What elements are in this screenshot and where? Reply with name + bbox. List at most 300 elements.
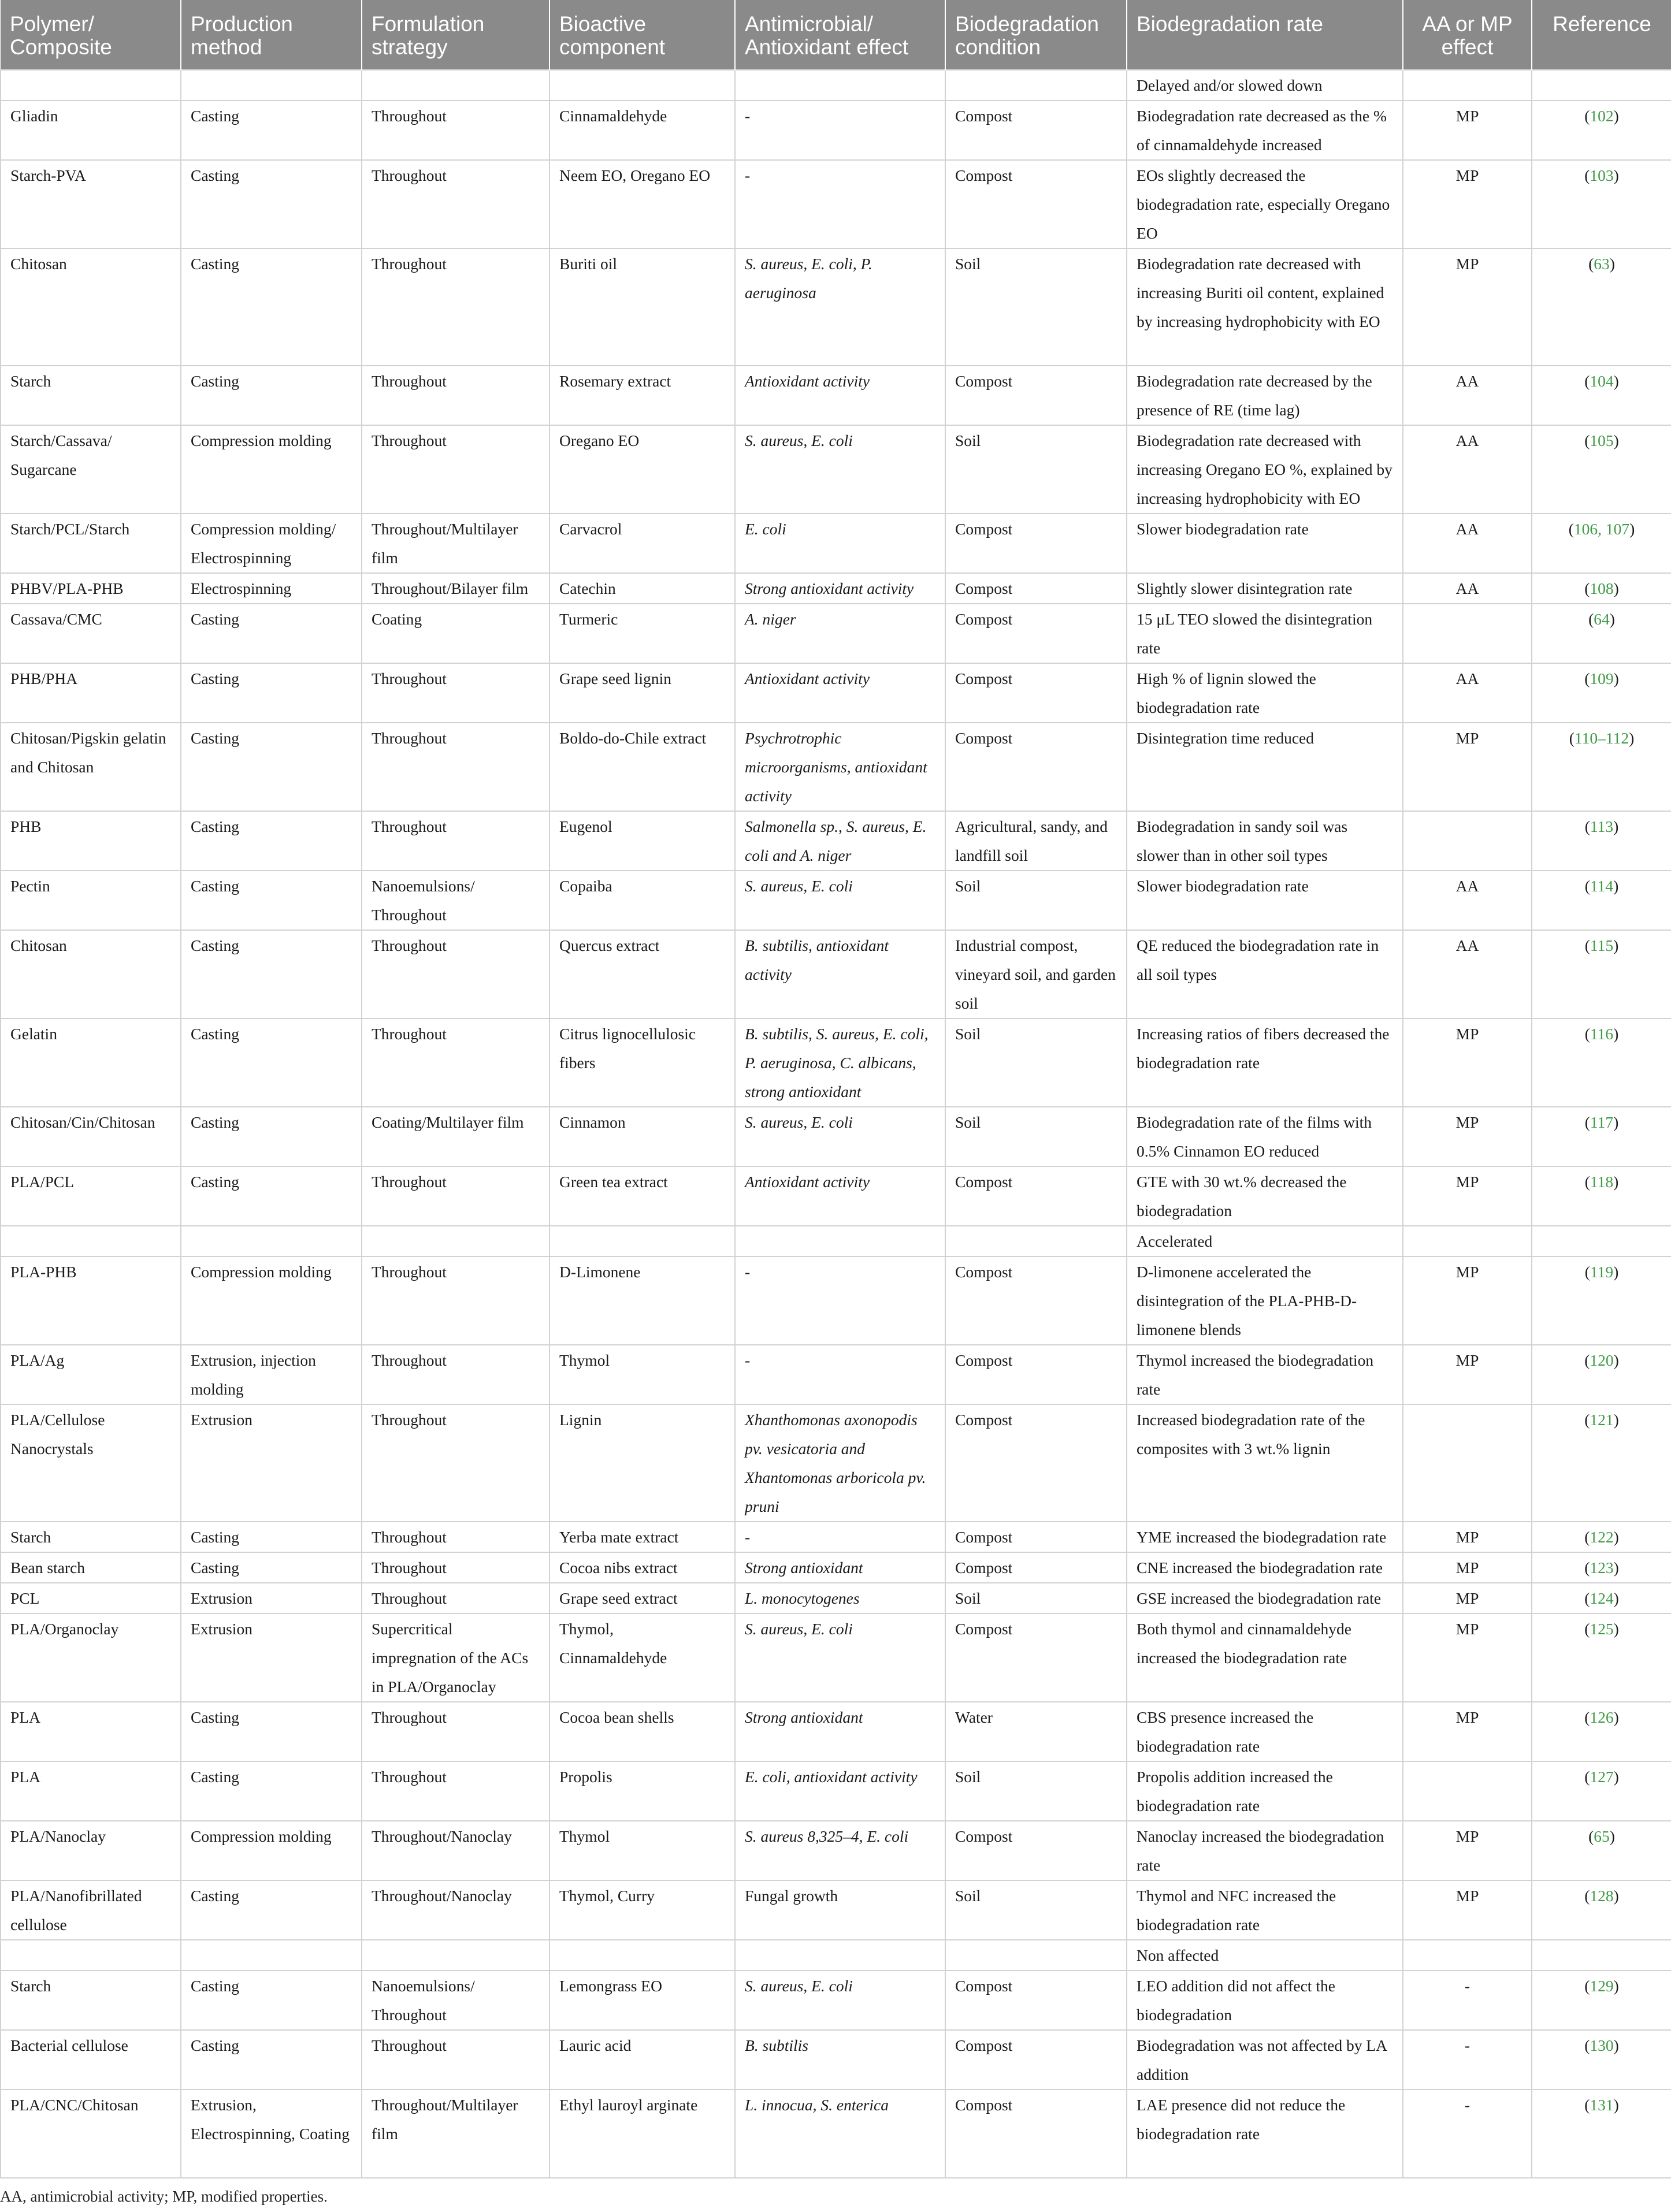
cell-formulation-strategy: Supercritical impregnation of the ACs in PLA/Organoclay — [362, 1614, 549, 1702]
cell-biodegradation-condition: Compost — [945, 1614, 1127, 1702]
cell-production-method: Casting — [181, 248, 362, 366]
cell-formulation-strategy: Throughout/Multilayer film — [362, 514, 549, 573]
cell-aa-mp-effect — [1403, 811, 1532, 871]
cell-effect: S. aureus, E. coli, P. aeruginosa — [735, 248, 945, 366]
cell-biodegradation-rate: Biodegradation rate decreased with increasing Oregano EO %, explained by increasing hydrophobicity with EO — [1127, 425, 1403, 514]
cell-formulation-strategy: Coating — [362, 604, 549, 663]
cell-reference: (109) — [1532, 663, 1671, 723]
cell-biodegradation-rate: Increased biodegradation rate of the composites with 3 wt.% lignin — [1127, 1404, 1403, 1522]
cell-formulation-strategy: Throughout — [362, 425, 549, 514]
cell-production-method: Casting — [181, 160, 362, 248]
table-footnote: AA, antimicrobial activity; MP, modified properties. — [0, 2188, 328, 2205]
cell-aa-mp-effect: MP — [1403, 1107, 1532, 1166]
cell-biodegradation-rate: CBS presence increased the biodegradation rate — [1127, 1702, 1403, 1761]
cell-biodegradation-rate: Delayed and/or slowed down — [1127, 70, 1403, 101]
cell-formulation-strategy: Throughout — [362, 1702, 549, 1761]
cell-reference — [1532, 1226, 1671, 1256]
cell-polymer: Starch-PVA — [1, 160, 181, 248]
cell-biodegradation-condition: Soil — [945, 248, 1127, 366]
cell-polymer: Chitosan/Cin/Chitosan — [1, 1107, 181, 1166]
cell-bioactive-component: Quercus extract — [549, 930, 735, 1018]
cell-polymer: PLA/Organoclay — [1, 1614, 181, 1702]
cell-production-method: Extrusion, injection molding — [181, 1345, 362, 1404]
reference-link[interactable]: 110–112 — [1574, 729, 1629, 747]
cell-bioactive-component: Neem EO, Oregano EO — [549, 160, 735, 248]
reference-link[interactable]: 125 — [1590, 1620, 1614, 1638]
cell-biodegradation-rate: Increasing ratios of fibers decreased the biodegradation rate — [1127, 1018, 1403, 1107]
cell-bioactive-component: Thymol, Curry — [549, 1880, 735, 1940]
cell-biodegradation-rate: Accelerated — [1127, 1226, 1403, 1256]
table-row — [1, 366, 1671, 425]
cell-effect: S. aureus, E. coli — [735, 1971, 945, 2030]
cell-aa-mp-effect — [1403, 70, 1532, 101]
cell-polymer: PLA — [1, 1761, 181, 1821]
cell-biodegradation-condition: Compost — [945, 160, 1127, 248]
cell-reference: (120) — [1532, 1345, 1671, 1404]
cell-reference: (108) — [1532, 573, 1671, 604]
cell-formulation-strategy: Throughout — [362, 811, 549, 871]
cell-polymer: PHBV/PLA-PHB — [1, 573, 181, 604]
reference-link[interactable]: 103 — [1590, 166, 1614, 184]
cell-bioactive-component: Thymol, Cinnamaldehyde — [549, 1614, 735, 1702]
cell-production-method: Casting — [181, 604, 362, 663]
table-row — [1, 425, 1671, 514]
cell-bioactive-component: Turmeric — [549, 604, 735, 663]
cell-aa-mp-effect: - — [1403, 1971, 1532, 2030]
cell-reference: (119) — [1532, 1256, 1671, 1345]
cell-bioactive-component: Copaiba — [549, 871, 735, 930]
cell-polymer: Starch — [1, 1971, 181, 2030]
cell-production-method: Extrusion — [181, 1404, 362, 1522]
cell-production-method: Casting — [181, 1880, 362, 1940]
cell-effect: E. coli, antioxidant activity — [735, 1761, 945, 1821]
reference-link[interactable]: 102 — [1590, 107, 1614, 125]
cell-biodegradation-condition: Industrial compost, vineyard soil, and garden soil — [945, 930, 1127, 1018]
cell-formulation-strategy: Throughout — [362, 2030, 549, 2090]
reference-link[interactable]: 131 — [1590, 2096, 1614, 2114]
cell-effect: B. subtilis — [735, 2030, 945, 2090]
header-reference: Reference — [1532, 0, 1671, 70]
cell-production-method: Compression molding — [181, 1821, 362, 1880]
cell-effect: S. aureus, E. coli — [735, 1614, 945, 1702]
cell-polymer: Starch — [1, 1522, 181, 1552]
cell-biodegradation-condition: Compost — [945, 1256, 1127, 1345]
cell-formulation-strategy: Nanoemulsions/ Throughout — [362, 871, 549, 930]
cell-bioactive-component: Rosemary extract — [549, 366, 735, 425]
cell-formulation-strategy — [362, 70, 549, 101]
cell-polymer: PCL — [1, 1583, 181, 1614]
cell-biodegradation-rate: LAE presence did not reduce the biodegradation rate — [1127, 2090, 1403, 2178]
cell-biodegradation-condition: Compost — [945, 1971, 1127, 2030]
cell-aa-mp-effect: AA — [1403, 573, 1532, 604]
cell-reference: (122) — [1532, 1522, 1671, 1552]
header-biodegradation-rate: Biodegradation rate — [1127, 0, 1403, 70]
cell-polymer: Starch/Cassava/ Sugarcane — [1, 425, 181, 514]
cell-production-method: Casting — [181, 723, 362, 811]
cell-biodegradation-condition: Compost — [945, 663, 1127, 723]
table-group-row — [1, 70, 1671, 101]
cell-aa-mp-effect: AA — [1403, 514, 1532, 573]
cell-polymer: PHB — [1, 811, 181, 871]
cell-reference: (116) — [1532, 1018, 1671, 1107]
cell-production-method: Compression molding — [181, 425, 362, 514]
cell-bioactive-component: Buriti oil — [549, 248, 735, 366]
cell-effect: Strong antioxidant — [735, 1702, 945, 1761]
table-row — [1, 811, 1671, 871]
cell-biodegradation-rate: Biodegradation rate decreased with increasing Buriti oil content, explained by increasing hydrophobicity with EO — [1127, 248, 1403, 366]
cell-effect: E. coli — [735, 514, 945, 573]
cell-production-method: Casting — [181, 2030, 362, 2090]
cell-aa-mp-effect — [1403, 1761, 1532, 1821]
cell-reference: (104) — [1532, 366, 1671, 425]
cell-polymer: Chitosan — [1, 248, 181, 366]
cell-production-method: Casting — [181, 811, 362, 871]
cell-bioactive-component: Oregano EO — [549, 425, 735, 514]
cell-production-method: Casting — [181, 1166, 362, 1226]
cell-polymer: PLA/Cellulose Nanocrystals — [1, 1404, 181, 1522]
table-row — [1, 248, 1671, 366]
cell-formulation-strategy: Throughout/Nanoclay — [362, 1880, 549, 1940]
cell-polymer: PLA/CNC/Chitosan — [1, 2090, 181, 2178]
reference-link[interactable]: 119 — [1590, 1263, 1614, 1281]
cell-aa-mp-effect: MP — [1403, 1522, 1532, 1552]
cell-biodegradation-rate: 15 μL TEO slowed the disintegration rate — [1127, 604, 1403, 663]
table-row — [1, 1552, 1671, 1583]
reference-link[interactable]: 114 — [1590, 877, 1614, 895]
reference-link[interactable]: 104 — [1590, 372, 1614, 390]
cell-reference — [1532, 70, 1671, 101]
cell-production-method: Electrospinning — [181, 573, 362, 604]
cell-effect: Antioxidant activity — [735, 366, 945, 425]
cell-bioactive-component: Grape seed extract — [549, 1583, 735, 1614]
cell-biodegradation-condition: Soil — [945, 1583, 1127, 1614]
table-row — [1, 871, 1671, 930]
cell-polymer: Gliadin — [1, 101, 181, 160]
cell-bioactive-component: Citrus lignocellulosic fibers — [549, 1018, 735, 1107]
reference-link[interactable]: 106, 107 — [1573, 520, 1630, 538]
cell-polymer: PLA/Nanoclay — [1, 1821, 181, 1880]
cell-biodegradation-condition: Compost — [945, 1522, 1127, 1552]
cell-formulation-strategy: Throughout — [362, 1552, 549, 1583]
cell-reference: (131) — [1532, 2090, 1671, 2178]
header-row — [1, 0, 1671, 70]
cell-biodegradation-rate: High % of lignin slowed the biodegradation rate — [1127, 663, 1403, 723]
cell-bioactive-component: Cocoa bean shells — [549, 1702, 735, 1761]
cell-bioactive-component: Ethyl lauroyl arginate — [549, 2090, 735, 2178]
cell-biodegradation-rate: Biodegradation rate decreased as the % of cinnamaldehyde increased — [1127, 101, 1403, 160]
cell-biodegradation-rate: Propolis addition increased the biodegradation rate — [1127, 1761, 1403, 1821]
cell-effect: - — [735, 160, 945, 248]
cell-bioactive-component: Thymol — [549, 1345, 735, 1404]
cell-bioactive-component: Propolis — [549, 1761, 735, 1821]
cell-production-method — [181, 1940, 362, 1971]
cell-polymer: PLA/Nanofibrillated cellulose — [1, 1880, 181, 1940]
cell-polymer: PLA-PHB — [1, 1256, 181, 1345]
cell-production-method: Casting — [181, 871, 362, 930]
cell-aa-mp-effect: MP — [1403, 1880, 1532, 1940]
cell-biodegradation-condition: Compost — [945, 723, 1127, 811]
table-row — [1, 1761, 1671, 1821]
cell-biodegradation-rate: QE reduced the biodegradation rate in all soil types — [1127, 930, 1403, 1018]
cell-biodegradation-condition: Compost — [945, 366, 1127, 425]
table-row — [1, 1583, 1671, 1614]
reference-link[interactable]: 124 — [1590, 1589, 1614, 1607]
reference-link[interactable]: 117 — [1590, 1113, 1614, 1131]
cell-biodegradation-condition: Compost — [945, 1166, 1127, 1226]
cell-bioactive-component: Cocoa nibs extract — [549, 1552, 735, 1583]
cell-reference: (123) — [1532, 1552, 1671, 1583]
cell-effect: - — [735, 1256, 945, 1345]
cell-biodegradation-condition: Compost — [945, 2090, 1127, 2178]
header-biodegradation-condition: Biodegradation condition — [945, 0, 1127, 70]
cell-aa-mp-effect — [1403, 1404, 1532, 1522]
cell-bioactive-component — [549, 1940, 735, 1971]
cell-aa-mp-effect: MP — [1403, 1583, 1532, 1614]
reference-link[interactable]: 113 — [1590, 817, 1614, 835]
cell-reference: (64) — [1532, 604, 1671, 663]
reference-link[interactable]: 123 — [1590, 1559, 1614, 1577]
cell-production-method — [181, 1226, 362, 1256]
cell-formulation-strategy: Throughout — [362, 1256, 549, 1345]
reference-link[interactable]: 65 — [1594, 1827, 1610, 1845]
cell-biodegradation-condition: Soil — [945, 871, 1127, 930]
cell-aa-mp-effect: AA — [1403, 366, 1532, 425]
cell-formulation-strategy: Throughout/Bilayer film — [362, 573, 549, 604]
cell-formulation-strategy: Throughout/Nanoclay — [362, 1821, 549, 1880]
reference-link[interactable]: 109 — [1590, 670, 1614, 687]
cell-bioactive-component: Lauric acid — [549, 2030, 735, 2090]
reference-link[interactable]: 64 — [1594, 610, 1610, 628]
table-row — [1, 2030, 1671, 2090]
cell-aa-mp-effect: MP — [1403, 1614, 1532, 1702]
table-row — [1, 2090, 1671, 2178]
cell-biodegradation-rate: Both thymol and cinnamaldehyde increased the biodegradation rate — [1127, 1614, 1403, 1702]
cell-reference: (110–112) — [1532, 723, 1671, 811]
cell-effect: Xhanthomonas axonopodis pv. vesicatoria and Xhantomonas arboricola pv. pruni — [735, 1404, 945, 1522]
cell-aa-mp-effect: MP — [1403, 160, 1532, 248]
table-row — [1, 1522, 1671, 1552]
cell-effect: L. innocua, S. enterica — [735, 2090, 945, 2178]
cell-biodegradation-rate: D-limonene accelerated the disintegration of the PLA-PHB-D-limonene blends — [1127, 1256, 1403, 1345]
cell-formulation-strategy: Throughout — [362, 101, 549, 160]
cell-biodegradation-rate: Slower biodegradation rate — [1127, 871, 1403, 930]
table-row — [1, 1614, 1671, 1702]
cell-bioactive-component: Cinnamaldehyde — [549, 101, 735, 160]
cell-biodegradation-rate: LEO addition did not affect the biodegradation — [1127, 1971, 1403, 2030]
cell-biodegradation-condition: Compost — [945, 2030, 1127, 2090]
cell-aa-mp-effect: MP — [1403, 1256, 1532, 1345]
reference-link[interactable]: 116 — [1590, 1025, 1614, 1043]
cell-bioactive-component: Green tea extract — [549, 1166, 735, 1226]
cell-formulation-strategy: Throughout — [362, 366, 549, 425]
cell-reference: (130) — [1532, 2030, 1671, 2090]
cell-polymer — [1, 1226, 181, 1256]
cell-reference: (125) — [1532, 1614, 1671, 1702]
cell-biodegradation-condition: Soil — [945, 1107, 1127, 1166]
reference-link[interactable]: 126 — [1590, 1708, 1614, 1726]
cell-effect: - — [735, 101, 945, 160]
cell-effect: S. aureus, E. coli — [735, 871, 945, 930]
cell-bioactive-component: Eugenol — [549, 811, 735, 871]
cell-aa-mp-effect — [1403, 1940, 1532, 1971]
cell-reference: (129) — [1532, 1971, 1671, 2030]
header-bioactive-component: Bioactive component — [549, 0, 735, 70]
cell-bioactive-component: Thymol — [549, 1821, 735, 1880]
cell-polymer: PLA — [1, 1702, 181, 1761]
cell-formulation-strategy: Nanoemulsions/ Throughout — [362, 1971, 549, 2030]
cell-reference: (126) — [1532, 1702, 1671, 1761]
cell-bioactive-component: Lemongrass EO — [549, 1971, 735, 2030]
cell-biodegradation-rate: Biodegradation was not affected by LA addition — [1127, 2030, 1403, 2090]
cell-production-method: Casting — [181, 1761, 362, 1821]
cell-aa-mp-effect: MP — [1403, 101, 1532, 160]
cell-effect: B. subtilis, antioxidant activity — [735, 930, 945, 1018]
cell-biodegradation-condition: Compost — [945, 604, 1127, 663]
cell-polymer: Starch — [1, 366, 181, 425]
header-production-method: Production method — [181, 0, 362, 70]
table-body — [1, 70, 1671, 2178]
cell-reference: (115) — [1532, 930, 1671, 1018]
cell-aa-mp-effect: MP — [1403, 1166, 1532, 1226]
cell-biodegradation-rate: Thymol increased the biodegradation rate — [1127, 1345, 1403, 1404]
cell-reference: (106, 107) — [1532, 514, 1671, 573]
cell-biodegradation-rate: YME increased the biodegradation rate — [1127, 1522, 1403, 1552]
cell-biodegradation-condition — [945, 70, 1127, 101]
cell-reference: (127) — [1532, 1761, 1671, 1821]
cell-biodegradation-rate: GSE increased the biodegradation rate — [1127, 1583, 1403, 1614]
cell-formulation-strategy: Throughout/Multilayer film — [362, 2090, 549, 2178]
cell-biodegradation-rate: Slightly slower disintegration rate — [1127, 573, 1403, 604]
cell-aa-mp-effect: AA — [1403, 871, 1532, 930]
reference-link[interactable]: 105 — [1590, 432, 1614, 449]
cell-production-method: Casting — [181, 366, 362, 425]
reference-link[interactable]: 129 — [1590, 1977, 1614, 1995]
table-row — [1, 1971, 1671, 2030]
cell-reference: (121) — [1532, 1404, 1671, 1522]
cell-biodegradation-condition: Compost — [945, 1345, 1127, 1404]
cell-effect: Antioxidant activity — [735, 663, 945, 723]
cell-formulation-strategy: Throughout — [362, 1166, 549, 1226]
cell-aa-mp-effect: - — [1403, 2090, 1532, 2178]
reference-link[interactable]: 115 — [1590, 936, 1614, 954]
cell-biodegradation-condition: Compost — [945, 514, 1127, 573]
cell-polymer — [1, 70, 181, 101]
header-polymer: Polymer/ Composite — [1, 0, 181, 70]
cell-bioactive-component — [549, 70, 735, 101]
cell-effect: Strong antioxidant activity — [735, 573, 945, 604]
cell-effect: S. aureus 8,325–4, E. coli — [735, 1821, 945, 1880]
cell-polymer: Pectin — [1, 871, 181, 930]
cell-biodegradation-condition: Agricultural, sandy, and landfill soil — [945, 811, 1127, 871]
cell-biodegradation-condition: Soil — [945, 1761, 1127, 1821]
cell-biodegradation-rate: CNE increased the biodegradation rate — [1127, 1552, 1403, 1583]
cell-polymer: Bacterial cellulose — [1, 2030, 181, 2090]
table-row — [1, 663, 1671, 723]
cell-reference — [1532, 1940, 1671, 1971]
cell-polymer: Chitosan — [1, 930, 181, 1018]
cell-biodegradation-condition — [945, 1940, 1127, 1971]
cell-effect: - — [735, 1345, 945, 1404]
table-row — [1, 1018, 1671, 1107]
cell-aa-mp-effect: AA — [1403, 930, 1532, 1018]
header-aa-mp-effect: AA or MP effect — [1403, 0, 1532, 70]
cell-formulation-strategy: Throughout — [362, 248, 549, 366]
cell-formulation-strategy: Throughout — [362, 1018, 549, 1107]
cell-aa-mp-effect: MP — [1403, 1702, 1532, 1761]
cell-production-method: Casting — [181, 1971, 362, 2030]
cell-reference: (65) — [1532, 1821, 1671, 1880]
cell-bioactive-component: Cinnamon — [549, 1107, 735, 1166]
cell-production-method: Extrusion — [181, 1583, 362, 1614]
cell-biodegradation-condition: Compost — [945, 1404, 1127, 1522]
cell-production-method: Casting — [181, 1018, 362, 1107]
cell-biodegradation-condition: Soil — [945, 425, 1127, 514]
table-row — [1, 514, 1671, 573]
cell-reference: (124) — [1532, 1583, 1671, 1614]
cell-biodegradation-condition: Compost — [945, 101, 1127, 160]
table-row — [1, 604, 1671, 663]
cell-biodegradation-rate: Thymol and NFC increased the biodegradation rate — [1127, 1880, 1403, 1940]
cell-bioactive-component: D-Limonene — [549, 1256, 735, 1345]
cell-polymer: PHB/PHA — [1, 663, 181, 723]
cell-biodegradation-condition: Soil — [945, 1018, 1127, 1107]
cell-biodegradation-rate: Biodegradation rate decreased by the presence of RE (time lag) — [1127, 366, 1403, 425]
cell-bioactive-component: Grape seed lignin — [549, 663, 735, 723]
reference-link[interactable]: 130 — [1590, 2036, 1614, 2054]
header-effect: Antimicrobial/ Antioxidant effect — [735, 0, 945, 70]
reference-link[interactable]: 120 — [1590, 1351, 1614, 1369]
cell-formulation-strategy: Throughout — [362, 1583, 549, 1614]
cell-aa-mp-effect: MP — [1403, 1345, 1532, 1404]
cell-bioactive-component: Carvacrol — [549, 514, 735, 573]
cell-reference: (117) — [1532, 1107, 1671, 1166]
cell-biodegradation-rate: Disintegration time reduced — [1127, 723, 1403, 811]
cell-effect: L. monocytogenes — [735, 1583, 945, 1614]
table-row — [1, 1821, 1671, 1880]
cell-polymer: Cassava/CMC — [1, 604, 181, 663]
table-row — [1, 101, 1671, 160]
cell-bioactive-component: Boldo-do-Chile extract — [549, 723, 735, 811]
cell-bioactive-component — [549, 1226, 735, 1256]
cell-biodegradation-rate: Non affected — [1127, 1940, 1403, 1971]
reference-link[interactable]: 118 — [1590, 1173, 1614, 1191]
cell-formulation-strategy: Throughout — [362, 1761, 549, 1821]
cell-aa-mp-effect — [1403, 604, 1532, 663]
cell-effect: Fungal growth — [735, 1880, 945, 1940]
table-row — [1, 1345, 1671, 1404]
cell-formulation-strategy: Throughout — [362, 1522, 549, 1552]
reference-link[interactable]: 121 — [1590, 1411, 1614, 1429]
reference-link[interactable]: 122 — [1590, 1528, 1614, 1546]
cell-aa-mp-effect: - — [1403, 2030, 1532, 2090]
cell-biodegradation-rate: GTE with 30 wt.% decreased the biodegradation — [1127, 1166, 1403, 1226]
cell-formulation-strategy: Throughout — [362, 1404, 549, 1522]
reference-link[interactable]: 108 — [1590, 579, 1614, 597]
table-row — [1, 723, 1671, 811]
cell-effect — [735, 1940, 945, 1971]
cell-effect: Salmonella sp., S. aureus, E. coli and A. niger — [735, 811, 945, 871]
cell-biodegradation-rate: Nanoclay increased the biodegradation rate — [1127, 1821, 1403, 1880]
cell-formulation-strategy — [362, 1226, 549, 1256]
cell-production-method: Casting — [181, 101, 362, 160]
cell-biodegradation-rate: EOs slightly decreased the biodegradation rate, especially Oregano EO — [1127, 160, 1403, 248]
cell-effect: S. aureus, E. coli — [735, 1107, 945, 1166]
reference-link[interactable]: 63 — [1594, 255, 1610, 273]
reference-link[interactable]: 128 — [1590, 1887, 1614, 1905]
table-row — [1, 930, 1671, 1018]
cell-biodegradation-condition: Compost — [945, 1552, 1127, 1583]
reference-link[interactable]: 127 — [1590, 1768, 1614, 1786]
